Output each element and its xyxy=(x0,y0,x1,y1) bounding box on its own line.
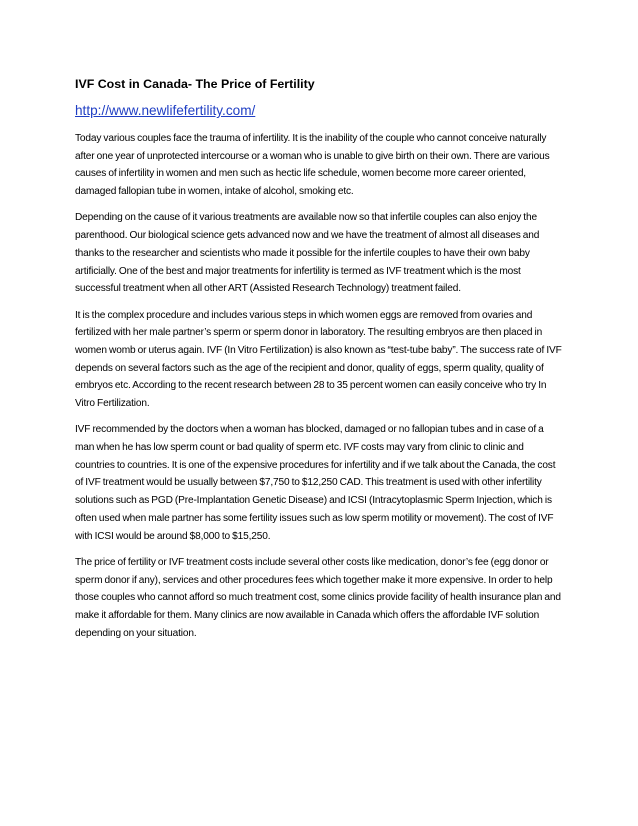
website-link[interactable]: http://www.newlifefertility.com/ xyxy=(75,103,256,118)
paragraph-procedure: It is the complex procedure and includes various steps in which women eggs are removed from ovaries and fertilized with her male partner’s sperm or sperm donor in laboratory. The resulting embryos are then placed in women womb or uterus again. IVF (In Vitro Fertilization) is also known as “test-tube baby”. The success rate of IVF depends on several factors such as the age of the recipient and donor, quality of eggs, sperm quality, quality of embryos etc. According to the recent research between 28 to 35 percent women can easily conceive who try In Vitro Fertilization. xyxy=(75,309,562,410)
document-page xyxy=(75,76,562,651)
paragraph-intro: Today various couples face the trauma of infertility. It is the inability of the couple who cannot conceive naturally after one year of unprotected intercourse or a woman who is unable to give birth on their own. There are various causes of infertility in women and men such as hectic life schedule, women become more career oriented, damaged fallopian tube in women, intake of alcohol, smoking etc. xyxy=(75,133,550,198)
document-title: IVF Cost in Canada- The Price of Fertility xyxy=(75,77,315,91)
paragraph-cost: IVF recommended by the doctors when a woman has blocked, damaged or no fallopian tubes and in case of a man when he has low sperm count or bad quality of sperm etc. IVF costs may vary from clinic to clinic and countries to countries. It is one of the expensive procedures for infertility and if we talk about the Canada, the cost of IVF treatment would be usually between $7,750 to $12,250 CAD. This treatment is used with other infertility solutions such as PGD (Pre-Implantation Genetic Disease) and ICSI (Intracytoplasmic Sperm Injection, which is often used when male partner has some fertility issues such as low sperm motility or movement). The cost of IVF with ICSI would be around $8,000 to $15,250. xyxy=(75,424,556,542)
paragraph-treatments: Depending on the cause of it various treatments are available now so that infertile couples can also enjoy the parenthood. Our biological science gets advanced now and we have the treatment of almost all diseases and thanks to the researcher and scientists who made it possible for the infertile couples to have their own baby artificially. One of the best and major treatments for infertility is termed as IVF treatment which is the most successful treatment when all other ART (Assisted Research Technology) treatment failed. xyxy=(75,212,540,295)
paragraph-price: The price of fertility or IVF treatment costs include several other costs like medication, donor’s fee (egg donor or sperm donor if any), services and other procedures fees which together make it more expensive. In order to help those couples who cannot afford so much treatment cost, some clinics provide facility of health insurance plan and make it affordable for them. Many clinics are now available in Canada which offers the affordable IVF solution depending on your situation. xyxy=(75,556,561,639)
